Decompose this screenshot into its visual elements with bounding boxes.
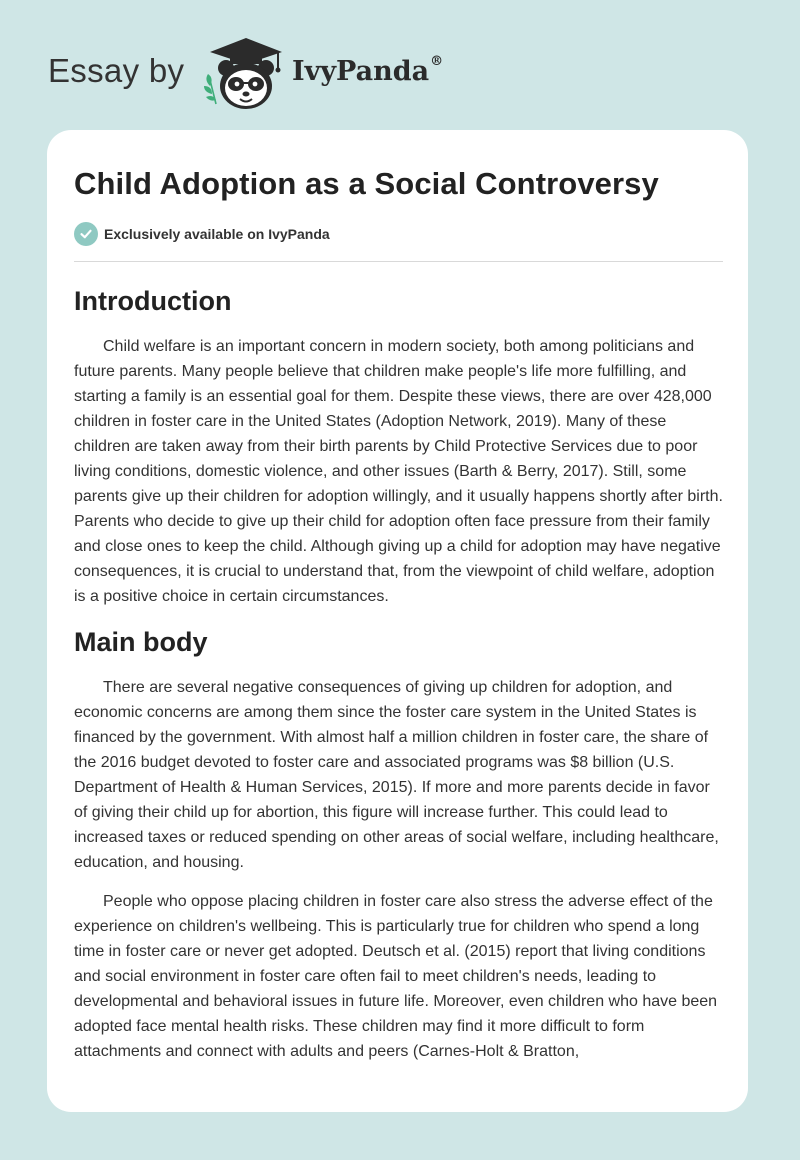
brand-name <box>292 56 443 87</box>
section-heading: Introduction <box>74 286 232 316</box>
exclusive-badge-text: Exclusively available on IvyPanda <box>104 226 330 242</box>
title-divider <box>74 261 723 262</box>
brand-header <box>48 34 508 114</box>
paragraph: Child welfare is an important concern in modern society, both among politicians and future parents. Many people believe that children make people's life more fulfilling, and starting a family is an essential goal for them. Despite these views, there are over 428,000 children in foster care in the United States (Adoption Network, 2019). Many of these children are taken away from their birth parents by Child Protective Services due to poor living conditions, domestic violence, and other issues (Barth & Berry, 2017). Still, some parents give up their children for adoption willingly, and it usually happens shortly after birth. Parents who decide to give up their child for adoption often face pressure from their family and close ones to keep the child. Although giving up a child for adoption may have negative consequences, it is crucial to understand that, from the viewpoint of child welfare, adoption is a positive choice in certain circumstances. <box>74 338 723 605</box>
panda-graduate-icon <box>200 34 288 114</box>
section-introduction <box>74 282 723 609</box>
brand-name-text: IvyPanda <box>292 56 430 87</box>
section-main-body <box>74 623 723 1064</box>
section-heading: Main body <box>74 627 208 657</box>
paragraph: There are several negative consequences of giving up children for adoption, and economic concerns are among them since the foster care system in the United States is financed by the government. With almost half a million children in foster care, the share of the 2016 budget devoted to foster care and associated programs was $8 billion (U.S. Department of Health & Human Services, 2015). If more and more parents decide in favor of giving their child up for abortion, this figure will increase further. This could lead to increased taxes or reduced spending on other areas of social welfare, including healthcare, education, and housing. <box>74 679 719 871</box>
essay-title: Child Adoption as a Social Controversy <box>74 166 659 201</box>
essay-content <box>74 282 723 1078</box>
brand-prefix: Essay by <box>48 52 185 89</box>
exclusive-badge <box>74 222 330 246</box>
paragraph: People who oppose placing children in foster care also stress the adverse effect of the experience on children's wellbeing. This is particularly true for children who spend a long time in foster care or never get adopted. Deutsch et al. (2015) report that living conditions and social environment in foster care often fail to meet children's needs, leading to developmental and behavioral issues in future life. Moreover, even children who have been adopted face mental health risks. These children may find it more difficult to form attachments and connect with adults and peers (Carnes-Holt & Bratton, <box>74 893 718 1060</box>
check-icon <box>74 222 98 246</box>
essay-card <box>47 130 748 1112</box>
registered-mark: ® <box>430 54 444 69</box>
